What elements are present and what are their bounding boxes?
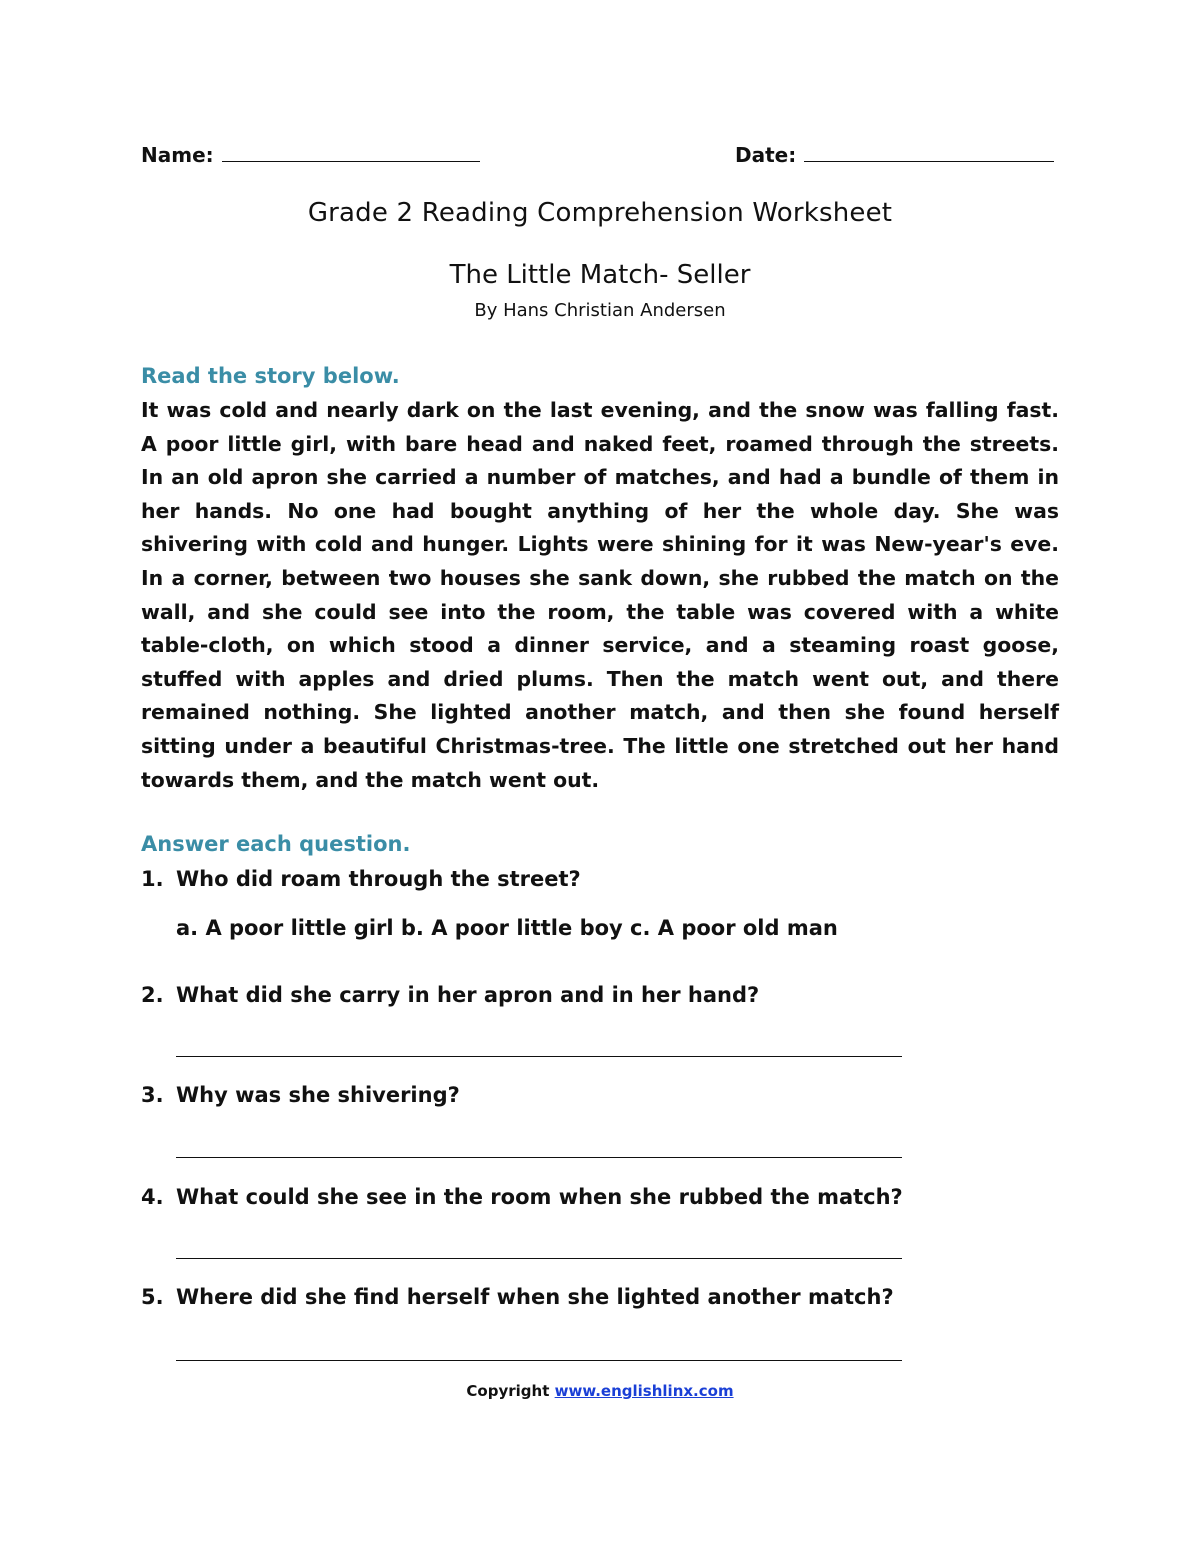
question-1 [141, 867, 581, 891]
question-text: Why was she shivering? [176, 1083, 460, 1107]
copyright-link[interactable]: www.englishlinx.com [554, 1382, 734, 1400]
worksheet-title: Grade 2 Reading Comprehension Worksheet [307, 198, 893, 228]
question-number: 1. [141, 867, 164, 891]
question-text: Who did roam through the street? [176, 867, 581, 891]
name-label: Name: [141, 143, 214, 167]
answer-line-3[interactable] [176, 1157, 902, 1158]
copyright-label: Copyright [466, 1382, 550, 1400]
name-blank[interactable] [222, 160, 480, 162]
question-number: 3. [141, 1083, 164, 1107]
question-5 [141, 1285, 894, 1309]
date-field[interactable] [735, 143, 1054, 167]
answer-heading: Answer each question. [141, 832, 411, 856]
read-heading: Read the story below. [141, 364, 400, 388]
question-number: 2. [141, 983, 164, 1007]
name-field[interactable] [141, 143, 480, 167]
question-3 [141, 1083, 460, 1107]
question-text: Where did she find herself when she lighted another match? [176, 1285, 894, 1309]
story-author: By Hans Christian Andersen [474, 300, 726, 321]
answer-line-2[interactable] [176, 1056, 902, 1057]
answer-line-5[interactable] [176, 1360, 902, 1361]
answer-line-4[interactable] [176, 1258, 902, 1259]
story-text: It was cold and nearly dark on the last evening, and the snow was falling fast. A poor little girl, with bare head and naked feet, roamed through the streets. In an old apron she carried a number of matches, and had a bundle of them in her hands. No one had bought anything of her the whole day. She was shivering with cold and hunger. Lights were shining for it was New-year's eve. In a corner, between two houses she sank down, she rubbed the match on the wall, and she could see into the room, the table was covered with a white table-cloth, on which stood a dinner service, and a steaming roast goose, stuffed with apples and dried plums. Then the match went out, and there remained nothing. She lighted another match, and then she found herself sitting under a beautiful Christmas-tree. The little one stretched out her hand towards them, and the match went out. [141, 398, 1059, 792]
question-4 [141, 1185, 903, 1209]
story-title: The Little Match- Seller [449, 260, 751, 290]
question-number: 5. [141, 1285, 164, 1309]
question-text: What did she carry in her apron and in her hand? [176, 983, 760, 1007]
question-1-choices[interactable]: a. A poor little girl b. A poor little boy c. A poor old man [176, 916, 838, 940]
copyright-footer [0, 1382, 1200, 1400]
date-label: Date: [735, 143, 797, 167]
date-blank[interactable] [804, 160, 1054, 162]
question-text: What could she see in the room when she rubbed the match? [176, 1185, 903, 1209]
question-2 [141, 983, 759, 1007]
question-number: 4. [141, 1185, 164, 1209]
